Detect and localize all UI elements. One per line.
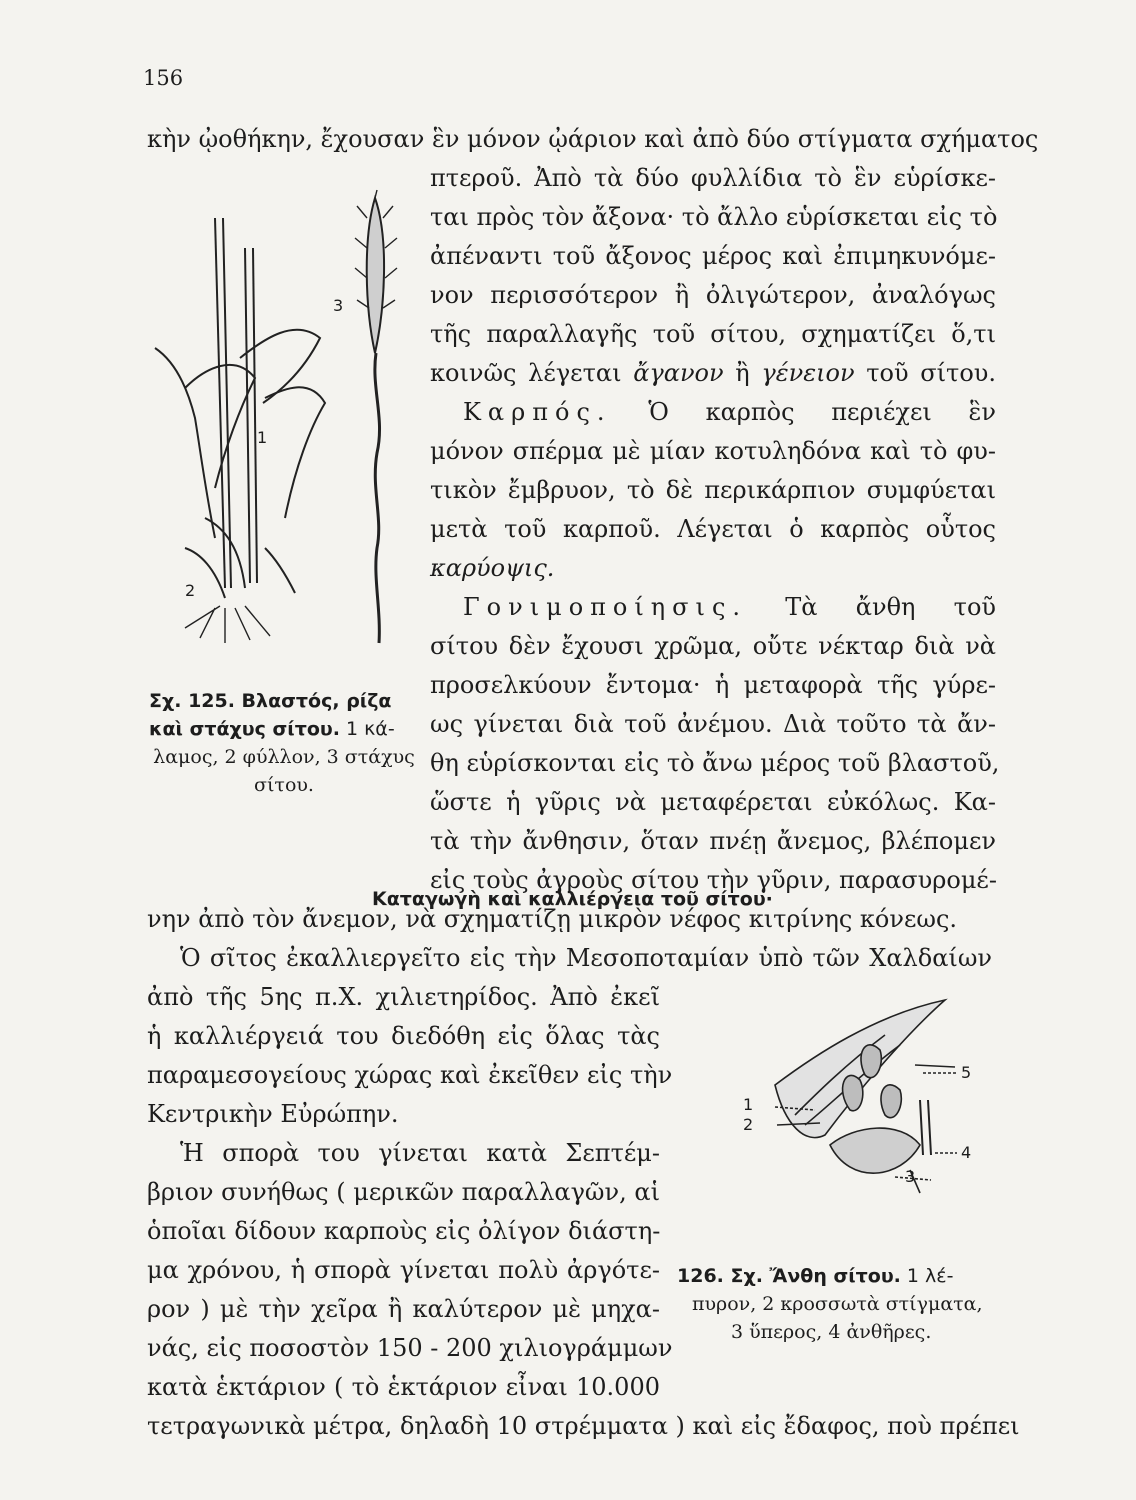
figure-126-wheat-flowers <box>735 995 990 1200</box>
figure-label: 2 <box>185 581 196 600</box>
text-segment: τοῦ σίτου. <box>854 359 996 387</box>
page-number: 156 <box>143 66 184 90</box>
text-line: τῆς παραλλαγῆς τοῦ σίτου, σχηματίζει ὅ,τι <box>430 320 996 348</box>
text-segment: κοινῶς λέγεται <box>430 359 634 387</box>
text-line: νάς, εἰς ποσοστὸν 150 - 200 χιλιογράμμων <box>147 1334 673 1362</box>
text-line: κὴν ᾠοθήκην, ἔχουσαν ἓν μόνον ᾠάριον καὶ ἀπὸ δύο στίγματα σχήματος <box>147 125 1039 153</box>
caption-bold: 126. Σχ. Ἄνθη σίτου. <box>677 1265 901 1287</box>
figure-125-caption-line <box>149 688 391 714</box>
figure-126-caption-line: 3 ὕπερος, 4 ἀνθῆρες. <box>731 1321 932 1343</box>
text-line: θη εὑρίσκονται εἰς τὸ ἄνω μέρος τοῦ βλαστοῦ, <box>430 749 1000 777</box>
text-segment: ἢ <box>723 359 762 387</box>
karpos-first-line <box>463 397 996 427</box>
text-line: ται πρὸς τὸν ἄξονα· τὸ ἄλλο εὑρίσκεται εἰς τὸ <box>430 203 998 231</box>
text-line: τικὸν ἔμβρυον, τὸ δὲ περικάρπιον συμφύεται <box>430 476 996 504</box>
text-line: νον περισσότερον ἢ ὀλιγώτερον, ἀναλόγως <box>430 281 996 309</box>
text-line-aganon <box>430 358 996 388</box>
text-line: ἀπὸ τῆς 5ης π.Χ. χιλιετηρίδος. Ἀπὸ ἐκεῖ <box>147 983 660 1011</box>
text-line: Κεντρικὴν Εὐρώπην. <box>147 1100 399 1128</box>
text-line: εἰς τοὺς ἀγροὺς σίτου τὴν γῦριν, παρασυρομέ- <box>430 866 997 894</box>
text-line: ὁποῖαι δίδουν καρποὺς εἰς ὀλίγον διάστη- <box>147 1217 661 1245</box>
term-karyopsis: καρύοψις. <box>430 554 555 582</box>
gonimopoiisis-first-line <box>463 592 996 622</box>
text-line: ὥστε ἡ γῦρις νὰ μεταφέρεται εὐκόλως. Κα- <box>430 788 996 816</box>
figure-125-caption-line: λαμος, 2 φύλλον, 3 στάχυς <box>153 746 415 768</box>
text-line: νην ἀπὸ τὸν ἄνεμον, νὰ σχηματίζῃ μικρὸν νέφος κιτρίνης κόνεως. <box>147 905 958 933</box>
figure-label: 3 <box>333 296 344 315</box>
text-line: μετὰ τοῦ καρποῦ. Λέγεται ὁ καρπὸς οὗτος <box>430 515 996 543</box>
text-line: μόνον σπέρμα μὲ μίαν κοτυληδόνα καὶ τὸ φυ- <box>430 437 996 465</box>
text-line: Ἡ σπορὰ του γίνεται κατὰ Σεπτέμ- <box>180 1139 660 1167</box>
text-line: ρον ) μὲ τὴν χεῖρα ἢ καλύτερον μὲ μηχα- <box>147 1295 660 1323</box>
section-heading: Καταγωγὴ καὶ καλλιέργεια τοῦ σίτου· <box>372 888 773 910</box>
text-line: Ὁ σῖτος ἐκαλλιεργεῖτο εἰς τὴν Μεσοποταμίαν ὑπὸ τῶν Χαλδαίων <box>180 944 992 972</box>
figure-label: 3 <box>905 1167 916 1186</box>
caption-text: 1 λέ- <box>900 1265 954 1287</box>
text-line: τὰ τὴν ἄνθησιν, ὅταν πνέῃ ἄνεμος, βλέπομεν <box>430 827 996 855</box>
text-line: ως γίνεται διὰ τοῦ ἀνέμου. Διὰ τοῦτο τὰ ἄν- <box>430 710 996 738</box>
figure-label: 5 <box>961 1063 972 1082</box>
karpos-term <box>430 553 554 583</box>
caption-bold: καὶ στάχυς σίτου. <box>149 718 340 740</box>
wheat-flower-illustration <box>735 995 990 1200</box>
text-line: προσελκύουν ἔντομα· ἡ μεταφορὰ τῆς γύρε- <box>430 671 996 699</box>
figure-125-wheat-plant <box>145 188 417 658</box>
text-line: ἀπέναντι τοῦ ἄξονος μέρος καὶ ἐπιμηκυνόμε- <box>430 242 996 270</box>
text-line: σίτου δὲν ἔχουσι χρῶμα, οὔτε νέκταρ διὰ νὰ <box>430 632 996 660</box>
figure-126-caption-line: πυρον, 2 κροσσωτὰ στίγματα, <box>692 1293 983 1315</box>
term-geneion: γένειον <box>761 359 855 387</box>
text-line: πτεροῦ. Ἀπὸ τὰ δύο φυλλίδια τὸ ἓν εὑρίσκε- <box>430 164 996 192</box>
text-line: βριον συνήθως ( μερικῶν παραλλαγῶν, αἱ <box>147 1178 660 1206</box>
figure-126-caption-line <box>677 1263 953 1289</box>
text-line: τετραγωνικὰ μέτρα, δηλαδὴ 10 στρέμματα ) καὶ εἰς ἔδαφος, ποὺ πρέπει <box>147 1412 1020 1440</box>
text-line: ἡ καλλιέργειά του διεδόθη εἰς ὅλας τὰς <box>147 1022 660 1050</box>
figure-label: 2 <box>743 1115 754 1134</box>
karpos-heading: Καρπός. <box>463 398 612 426</box>
caption-bold: Σχ. 125. Βλαστός, ρίζα <box>149 690 392 712</box>
caption-text: 1 κά- <box>339 718 395 740</box>
text-segment: Ὁ καρπὸς περιέχει ἓν <box>648 398 996 426</box>
figure-label: 1 <box>257 428 268 447</box>
figure-125-caption-line <box>149 716 395 742</box>
text-line: μα χρόνου, ἡ σπορὰ γίνεται πολὺ ἀργότε- <box>147 1256 660 1284</box>
figure-label: 1 <box>743 1095 754 1114</box>
text-line: παραμεσογείους χώρας καὶ ἐκεῖθεν εἰς τὴν <box>147 1061 673 1089</box>
gonimopoiisis-heading: Γονιμοποίησις. <box>463 593 748 621</box>
term-aganon: ἄγανον <box>633 359 724 387</box>
text-segment: Τὰ ἄνθη τοῦ <box>785 593 996 621</box>
figure-125-caption-line: σίτου. <box>254 774 314 796</box>
text-line: κατὰ ἑκτάριον ( τὸ ἑκτάριον εἶναι 10.000 <box>147 1373 660 1401</box>
figure-label: 4 <box>961 1143 972 1162</box>
